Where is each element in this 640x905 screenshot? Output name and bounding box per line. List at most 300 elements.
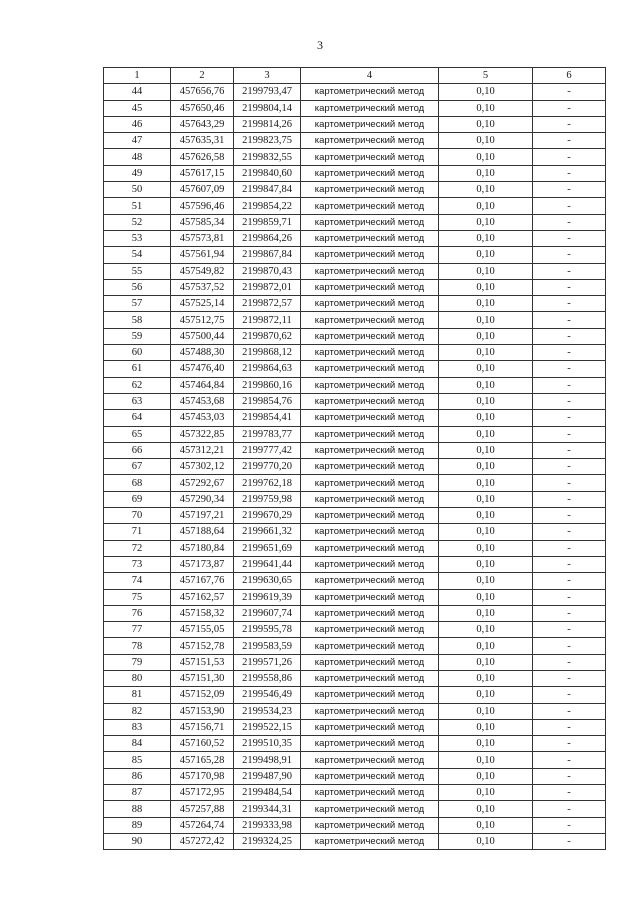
method-cell: картометрический метод: [301, 133, 439, 149]
x-coordinate-cell: 457170,98: [171, 768, 234, 784]
accuracy-cell: 0,10: [439, 361, 533, 377]
point-number-cell: 52: [104, 214, 171, 230]
accuracy-cell: 0,10: [439, 622, 533, 638]
method-cell: картометрический метод: [301, 556, 439, 572]
x-coordinate-cell: 457158,32: [171, 605, 234, 621]
x-coordinate-cell: 457453,68: [171, 393, 234, 409]
table-row: [104, 785, 606, 801]
y-coordinate-cell: 2199344,31: [234, 801, 301, 817]
y-coordinate-cell: 2199860,16: [234, 377, 301, 393]
note-cell: -: [533, 100, 606, 116]
point-number-cell: 55: [104, 263, 171, 279]
note-cell: -: [533, 540, 606, 556]
point-number-cell: 72: [104, 540, 171, 556]
table-row: [104, 605, 606, 621]
x-coordinate-cell: 457151,53: [171, 654, 234, 670]
method-cell: картометрический метод: [301, 182, 439, 198]
column-header: 3: [234, 68, 301, 84]
accuracy-cell: 0,10: [439, 165, 533, 181]
accuracy-cell: 0,10: [439, 279, 533, 295]
y-coordinate-cell: 2199571,26: [234, 654, 301, 670]
y-coordinate-cell: 2199522,15: [234, 719, 301, 735]
point-number-cell: 80: [104, 670, 171, 686]
accuracy-cell: 0,10: [439, 100, 533, 116]
accuracy-cell: 0,10: [439, 605, 533, 621]
table-row: [104, 719, 606, 735]
point-number-cell: 67: [104, 459, 171, 475]
accuracy-cell: 0,10: [439, 736, 533, 752]
y-coordinate-cell: 2199870,43: [234, 263, 301, 279]
table-row: [104, 165, 606, 181]
method-cell: картометрический метод: [301, 491, 439, 507]
note-cell: -: [533, 361, 606, 377]
point-number-cell: 75: [104, 589, 171, 605]
point-number-cell: 57: [104, 296, 171, 312]
point-number-cell: 62: [104, 377, 171, 393]
page-number: 3: [317, 38, 323, 52]
x-coordinate-cell: 457561,94: [171, 247, 234, 263]
y-coordinate-cell: 2199823,75: [234, 133, 301, 149]
x-coordinate-cell: 457464,84: [171, 377, 234, 393]
x-coordinate-cell: 457607,09: [171, 182, 234, 198]
table-row: [104, 670, 606, 686]
x-coordinate-cell: 457160,52: [171, 736, 234, 752]
method-cell: картометрический метод: [301, 654, 439, 670]
note-cell: -: [533, 785, 606, 801]
y-coordinate-cell: 2199814,26: [234, 116, 301, 132]
note-cell: -: [533, 801, 606, 817]
point-number-cell: 44: [104, 84, 171, 100]
method-cell: картометрический метод: [301, 573, 439, 589]
method-cell: картометрический метод: [301, 622, 439, 638]
point-number-cell: 89: [104, 817, 171, 833]
method-cell: картометрический метод: [301, 296, 439, 312]
y-coordinate-cell: 2199840,60: [234, 165, 301, 181]
method-cell: картометрический метод: [301, 426, 439, 442]
accuracy-cell: 0,10: [439, 785, 533, 801]
y-coordinate-cell: 2199854,22: [234, 198, 301, 214]
column-header: 5: [439, 68, 533, 84]
point-number-cell: 81: [104, 687, 171, 703]
accuracy-cell: 0,10: [439, 703, 533, 719]
table-row: [104, 149, 606, 165]
method-cell: картометрический метод: [301, 687, 439, 703]
accuracy-cell: 0,10: [439, 149, 533, 165]
accuracy-cell: 0,10: [439, 442, 533, 458]
note-cell: -: [533, 312, 606, 328]
table-row: [104, 801, 606, 817]
note-cell: -: [533, 768, 606, 784]
table-row: [104, 247, 606, 263]
method-cell: картометрический метод: [301, 279, 439, 295]
y-coordinate-cell: 2199487,90: [234, 768, 301, 784]
point-number-cell: 65: [104, 426, 171, 442]
table-row: [104, 361, 606, 377]
point-number-cell: 77: [104, 622, 171, 638]
method-cell: картометрический метод: [301, 312, 439, 328]
accuracy-cell: 0,10: [439, 687, 533, 703]
method-cell: картометрический метод: [301, 768, 439, 784]
point-number-cell: 59: [104, 328, 171, 344]
note-cell: -: [533, 149, 606, 165]
accuracy-cell: 0,10: [439, 393, 533, 409]
x-coordinate-cell: 457172,95: [171, 785, 234, 801]
point-number-cell: 84: [104, 736, 171, 752]
point-number-cell: 86: [104, 768, 171, 784]
method-cell: картометрический метод: [301, 833, 439, 849]
method-cell: картометрический метод: [301, 719, 439, 735]
table-row: [104, 426, 606, 442]
x-coordinate-cell: 457151,30: [171, 670, 234, 686]
accuracy-cell: 0,10: [439, 801, 533, 817]
table-row: [104, 768, 606, 784]
x-coordinate-cell: 457302,12: [171, 459, 234, 475]
y-coordinate-cell: 2199759,98: [234, 491, 301, 507]
y-coordinate-cell: 2199607,74: [234, 605, 301, 621]
note-cell: -: [533, 263, 606, 279]
y-coordinate-cell: 2199619,39: [234, 589, 301, 605]
note-cell: -: [533, 475, 606, 491]
y-coordinate-cell: 2199859,71: [234, 214, 301, 230]
note-cell: -: [533, 328, 606, 344]
note-cell: -: [533, 508, 606, 524]
table-row: [104, 622, 606, 638]
accuracy-cell: 0,10: [439, 328, 533, 344]
table-row: [104, 214, 606, 230]
y-coordinate-cell: 2199595,78: [234, 622, 301, 638]
note-cell: -: [533, 752, 606, 768]
note-cell: -: [533, 573, 606, 589]
point-number-cell: 60: [104, 345, 171, 361]
note-cell: -: [533, 426, 606, 442]
y-coordinate-cell: 2199872,01: [234, 279, 301, 295]
method-cell: картометрический метод: [301, 475, 439, 491]
x-coordinate-cell: 457643,29: [171, 116, 234, 132]
note-cell: -: [533, 589, 606, 605]
method-cell: картометрический метод: [301, 247, 439, 263]
y-coordinate-cell: 2199333,98: [234, 817, 301, 833]
note-cell: -: [533, 247, 606, 263]
table-row: [104, 687, 606, 703]
x-coordinate-cell: 457162,57: [171, 589, 234, 605]
accuracy-cell: 0,10: [439, 345, 533, 361]
y-coordinate-cell: 2199804,14: [234, 100, 301, 116]
note-cell: -: [533, 84, 606, 100]
note-cell: -: [533, 182, 606, 198]
y-coordinate-cell: 2199770,20: [234, 459, 301, 475]
method-cell: картометрический метод: [301, 377, 439, 393]
x-coordinate-cell: 457153,90: [171, 703, 234, 719]
method-cell: картометрический метод: [301, 263, 439, 279]
accuracy-cell: 0,10: [439, 556, 533, 572]
table-row: [104, 328, 606, 344]
point-number-cell: 45: [104, 100, 171, 116]
y-coordinate-cell: 2199783,77: [234, 426, 301, 442]
point-number-cell: 50: [104, 182, 171, 198]
accuracy-cell: 0,10: [439, 768, 533, 784]
x-coordinate-cell: 457573,81: [171, 230, 234, 246]
y-coordinate-cell: 2199872,57: [234, 296, 301, 312]
y-coordinate-cell: 2199847,84: [234, 182, 301, 198]
table-row: [104, 84, 606, 100]
table-row: [104, 133, 606, 149]
method-cell: картометрический метод: [301, 410, 439, 426]
method-cell: картометрический метод: [301, 149, 439, 165]
accuracy-cell: 0,10: [439, 817, 533, 833]
table-row: [104, 475, 606, 491]
table-row: [104, 100, 606, 116]
x-coordinate-cell: 457272,42: [171, 833, 234, 849]
column-header: 6: [533, 68, 606, 84]
y-coordinate-cell: 2199484,54: [234, 785, 301, 801]
x-coordinate-cell: 457596,46: [171, 198, 234, 214]
y-coordinate-cell: 2199558,86: [234, 670, 301, 686]
method-cell: картометрический метод: [301, 670, 439, 686]
accuracy-cell: 0,10: [439, 752, 533, 768]
x-coordinate-cell: 457626,58: [171, 149, 234, 165]
point-number-cell: 70: [104, 508, 171, 524]
note-cell: -: [533, 817, 606, 833]
table-row: [104, 508, 606, 524]
table-row: [104, 279, 606, 295]
y-coordinate-cell: 2199510,35: [234, 736, 301, 752]
table-row: [104, 703, 606, 719]
accuracy-cell: 0,10: [439, 84, 533, 100]
table-row: [104, 833, 606, 849]
note-cell: -: [533, 638, 606, 654]
method-cell: картометрический метод: [301, 393, 439, 409]
method-cell: картометрический метод: [301, 524, 439, 540]
accuracy-cell: 0,10: [439, 214, 533, 230]
method-cell: картометрический метод: [301, 165, 439, 181]
x-coordinate-cell: 457500,44: [171, 328, 234, 344]
y-coordinate-cell: 2199793,47: [234, 84, 301, 100]
accuracy-cell: 0,10: [439, 230, 533, 246]
table-row: [104, 263, 606, 279]
y-coordinate-cell: 2199870,62: [234, 328, 301, 344]
note-cell: -: [533, 165, 606, 181]
point-number-cell: 66: [104, 442, 171, 458]
note-cell: -: [533, 833, 606, 849]
note-cell: -: [533, 442, 606, 458]
method-cell: картометрический метод: [301, 605, 439, 621]
accuracy-cell: 0,10: [439, 198, 533, 214]
accuracy-cell: 0,10: [439, 459, 533, 475]
x-coordinate-cell: 457617,15: [171, 165, 234, 181]
note-cell: -: [533, 524, 606, 540]
x-coordinate-cell: 457167,76: [171, 573, 234, 589]
accuracy-cell: 0,10: [439, 133, 533, 149]
method-cell: картометрический метод: [301, 508, 439, 524]
note-cell: -: [533, 393, 606, 409]
table-row: [104, 736, 606, 752]
table-row: [104, 377, 606, 393]
y-coordinate-cell: 2199762,18: [234, 475, 301, 491]
point-number-cell: 64: [104, 410, 171, 426]
note-cell: -: [533, 687, 606, 703]
point-number-cell: 90: [104, 833, 171, 849]
accuracy-cell: 0,10: [439, 654, 533, 670]
y-coordinate-cell: 2199630,65: [234, 573, 301, 589]
note-cell: -: [533, 605, 606, 621]
note-cell: -: [533, 296, 606, 312]
y-coordinate-cell: 2199583,59: [234, 638, 301, 654]
y-coordinate-cell: 2199670,29: [234, 508, 301, 524]
accuracy-cell: 0,10: [439, 719, 533, 735]
method-cell: картометрический метод: [301, 459, 439, 475]
accuracy-cell: 0,10: [439, 116, 533, 132]
point-number-cell: 53: [104, 230, 171, 246]
x-coordinate-cell: 457152,09: [171, 687, 234, 703]
y-coordinate-cell: 2199498,91: [234, 752, 301, 768]
method-cell: картометрический метод: [301, 736, 439, 752]
table-row: [104, 296, 606, 312]
table-row: [104, 230, 606, 246]
note-cell: -: [533, 670, 606, 686]
method-cell: картометрический метод: [301, 230, 439, 246]
table-row: [104, 198, 606, 214]
x-coordinate-cell: 457152,78: [171, 638, 234, 654]
table-row: [104, 654, 606, 670]
x-coordinate-cell: 457156,71: [171, 719, 234, 735]
table-row: [104, 491, 606, 507]
x-coordinate-cell: 457197,21: [171, 508, 234, 524]
accuracy-cell: 0,10: [439, 475, 533, 491]
accuracy-cell: 0,10: [439, 540, 533, 556]
point-number-cell: 54: [104, 247, 171, 263]
accuracy-cell: 0,10: [439, 573, 533, 589]
x-coordinate-cell: 457476,40: [171, 361, 234, 377]
note-cell: -: [533, 410, 606, 426]
accuracy-cell: 0,10: [439, 247, 533, 263]
note-cell: -: [533, 133, 606, 149]
x-coordinate-cell: 457264,74: [171, 817, 234, 833]
accuracy-cell: 0,10: [439, 638, 533, 654]
point-number-cell: 76: [104, 605, 171, 621]
accuracy-cell: 0,10: [439, 410, 533, 426]
point-number-cell: 71: [104, 524, 171, 540]
y-coordinate-cell: 2199546,49: [234, 687, 301, 703]
table-row: [104, 393, 606, 409]
note-cell: -: [533, 622, 606, 638]
note-cell: -: [533, 719, 606, 735]
y-coordinate-cell: 2199651,69: [234, 540, 301, 556]
point-number-cell: 73: [104, 556, 171, 572]
point-number-cell: 48: [104, 149, 171, 165]
note-cell: -: [533, 198, 606, 214]
point-number-cell: 51: [104, 198, 171, 214]
method-cell: картометрический метод: [301, 638, 439, 654]
x-coordinate-cell: 457650,46: [171, 100, 234, 116]
x-coordinate-cell: 457290,34: [171, 491, 234, 507]
method-cell: картометрический метод: [301, 100, 439, 116]
point-number-cell: 79: [104, 654, 171, 670]
note-cell: -: [533, 654, 606, 670]
accuracy-cell: 0,10: [439, 182, 533, 198]
method-cell: картометрический метод: [301, 198, 439, 214]
y-coordinate-cell: 2199324,25: [234, 833, 301, 849]
accuracy-cell: 0,10: [439, 670, 533, 686]
coordinates-table: [103, 67, 606, 850]
accuracy-cell: 0,10: [439, 296, 533, 312]
point-number-cell: 56: [104, 279, 171, 295]
table-row: [104, 410, 606, 426]
note-cell: -: [533, 230, 606, 246]
x-coordinate-cell: 457635,31: [171, 133, 234, 149]
accuracy-cell: 0,10: [439, 263, 533, 279]
point-number-cell: 74: [104, 573, 171, 589]
method-cell: картометрический метод: [301, 540, 439, 556]
x-coordinate-cell: 457257,88: [171, 801, 234, 817]
point-number-cell: 47: [104, 133, 171, 149]
x-coordinate-cell: 457312,21: [171, 442, 234, 458]
accuracy-cell: 0,10: [439, 312, 533, 328]
x-coordinate-cell: 457165,28: [171, 752, 234, 768]
x-coordinate-cell: 457292,67: [171, 475, 234, 491]
point-number-cell: 68: [104, 475, 171, 491]
method-cell: картометрический метод: [301, 328, 439, 344]
column-header: 1: [104, 68, 171, 84]
method-cell: картометрический метод: [301, 703, 439, 719]
method-cell: картометрический метод: [301, 785, 439, 801]
accuracy-cell: 0,10: [439, 833, 533, 849]
method-cell: картометрический метод: [301, 589, 439, 605]
method-cell: картометрический метод: [301, 817, 439, 833]
table-row: [104, 182, 606, 198]
table-row: [104, 638, 606, 654]
y-coordinate-cell: 2199868,12: [234, 345, 301, 361]
y-coordinate-cell: 2199864,63: [234, 361, 301, 377]
y-coordinate-cell: 2199854,41: [234, 410, 301, 426]
accuracy-cell: 0,10: [439, 491, 533, 507]
x-coordinate-cell: 457537,52: [171, 279, 234, 295]
x-coordinate-cell: 457173,87: [171, 556, 234, 572]
x-coordinate-cell: 457488,30: [171, 345, 234, 361]
point-number-cell: 61: [104, 361, 171, 377]
accuracy-cell: 0,10: [439, 377, 533, 393]
table-row: [104, 817, 606, 833]
table-row: [104, 556, 606, 572]
accuracy-cell: 0,10: [439, 426, 533, 442]
accuracy-cell: 0,10: [439, 589, 533, 605]
table-row: [104, 345, 606, 361]
x-coordinate-cell: 457512,75: [171, 312, 234, 328]
x-coordinate-cell: 457525,14: [171, 296, 234, 312]
point-number-cell: 78: [104, 638, 171, 654]
note-cell: -: [533, 345, 606, 361]
method-cell: картометрический метод: [301, 345, 439, 361]
table-row: [104, 116, 606, 132]
table-row: [104, 442, 606, 458]
method-cell: картометрический метод: [301, 752, 439, 768]
method-cell: картометрический метод: [301, 116, 439, 132]
y-coordinate-cell: 2199832,55: [234, 149, 301, 165]
point-number-cell: 63: [104, 393, 171, 409]
x-coordinate-cell: 457585,34: [171, 214, 234, 230]
x-coordinate-cell: 457656,76: [171, 84, 234, 100]
x-coordinate-cell: 457188,64: [171, 524, 234, 540]
note-cell: -: [533, 491, 606, 507]
header-row: [104, 68, 606, 84]
method-cell: картометрический метод: [301, 361, 439, 377]
note-cell: -: [533, 459, 606, 475]
accuracy-cell: 0,10: [439, 524, 533, 540]
table-row: [104, 540, 606, 556]
method-cell: картометрический метод: [301, 84, 439, 100]
y-coordinate-cell: 2199641,44: [234, 556, 301, 572]
table-row: [104, 524, 606, 540]
method-cell: картометрический метод: [301, 214, 439, 230]
